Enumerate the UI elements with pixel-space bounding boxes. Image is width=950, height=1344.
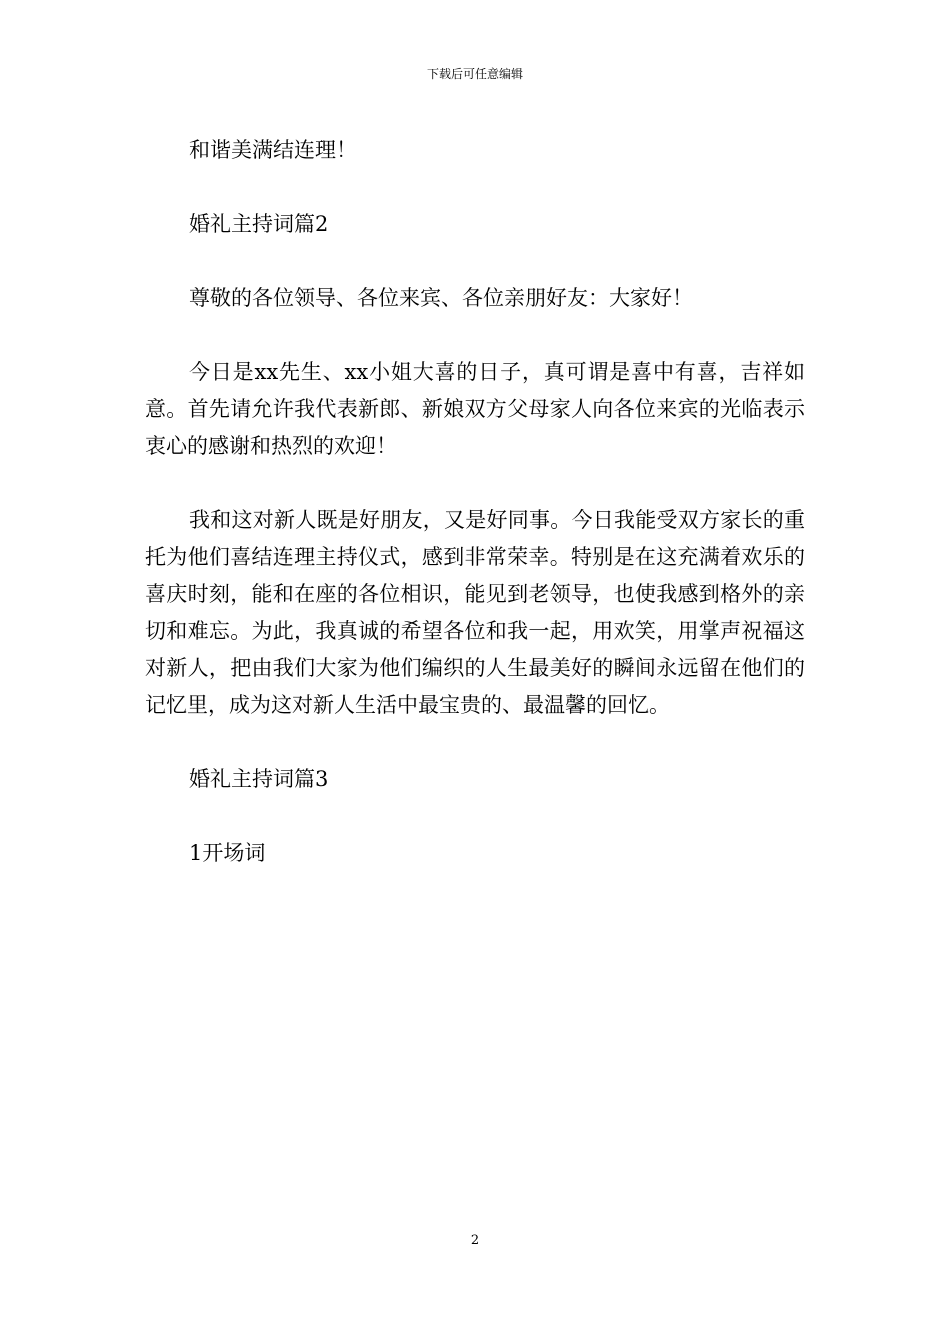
paragraph-greeting: 尊敬的各位领导、各位来宾、各位亲朋好友：大家好！ — [189, 286, 693, 310]
subheading-opening: 1开场词 — [189, 841, 266, 865]
page-header: 下载后可任意编辑 — [426, 67, 523, 81]
paragraph-introduction: 我和这对新人既是好朋友，又是好同事。今日我能受双方家长的重托为他们喜结连理主持仪式，感到非常荣幸。特别是在这充满着欢乐的喜庆时刻，能和在座的各位相识，能见到老领导，也使我感到格外的亲切和难忘。为此，我真诚的希望各位和我一起，用欢笑，用掌声祝福这对新人，把由我们大家为他们编织的人生最美好的瞬间永远留在他们的记忆里，成为这对新人生活中最宝贵的、最温馨的回忆。 — [145, 508, 805, 717]
section-heading-3: 婚礼主持词篇3 — [189, 767, 329, 791]
paragraph-welcome: 今日是xx先生、xx小姐大喜的日子，真可谓是喜中有喜，吉祥如意。首先请允许我代表新郎、新娘双方父母家人向各位来宾的光临表示衷心的感谢和热烈的欢迎！ — [145, 360, 805, 458]
paragraph-closing-line: 和谐美满结连理！ — [189, 138, 357, 162]
document-body — [145, 132, 805, 872]
page-number: 2 — [470, 1233, 480, 1248]
section-heading-2: 婚礼主持词篇2 — [189, 212, 329, 236]
